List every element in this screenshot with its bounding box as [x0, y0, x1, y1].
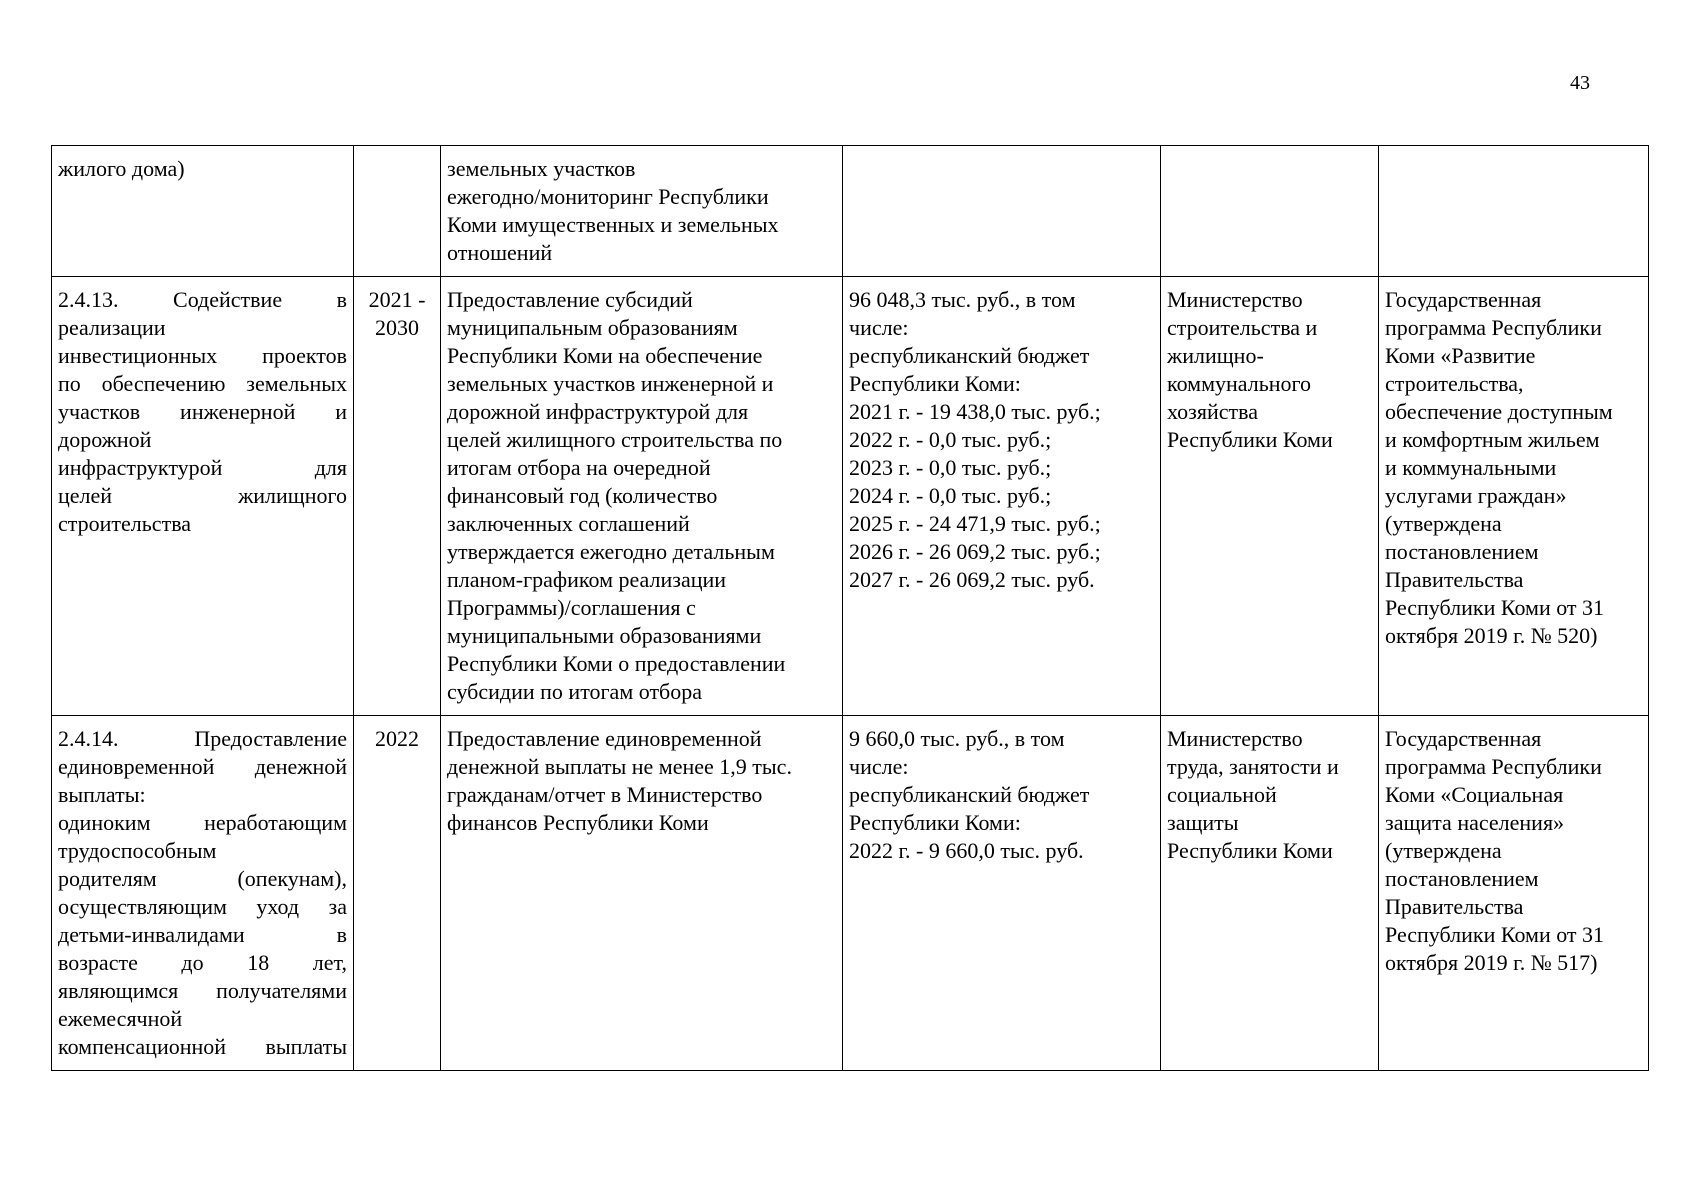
indicator-line: отношений [447, 240, 553, 265]
program-line: Государственная [1385, 287, 1542, 312]
funding-line: республиканский бюджет [849, 343, 1090, 368]
table-row-2-4-13 [52, 277, 1649, 716]
measure-line: осуществляющим уход за [58, 894, 347, 919]
executor-line: строительства и [1167, 315, 1318, 340]
program-cell [1379, 146, 1649, 277]
indicator-line: Республики Коми на обеспечение [447, 343, 763, 368]
indicator-line: финансов Республики Коми [447, 810, 709, 835]
executor-line: Министерство [1167, 287, 1303, 312]
program-line: Коми «Социальная [1385, 782, 1564, 807]
executor-line: труда, занятости и [1167, 754, 1339, 779]
funding-line: 2026 г. - 26 069,2 тыс. руб.; [849, 539, 1101, 564]
program-line: (утверждена [1385, 838, 1502, 863]
program-line: строительства, [1385, 371, 1524, 396]
funding-cell [843, 146, 1161, 277]
period-cell [354, 277, 441, 716]
program-line: программа Республики [1385, 754, 1602, 779]
executor-cell [1161, 716, 1379, 1071]
program-line: Республики Коми от 31 [1385, 595, 1605, 620]
funding-line: 2022 г. - 0,0 тыс. руб.; [849, 427, 1052, 452]
funding-line: Республики Коми: [849, 371, 1021, 396]
measure-line: выплаты: [58, 782, 146, 807]
funding-line: 2022 г. - 9 660,0 тыс. руб. [849, 838, 1084, 863]
measure-line: дорожной [58, 427, 152, 452]
funding-line: числе: [849, 315, 909, 340]
program-line: программа Республики [1385, 315, 1602, 340]
funding-cell [843, 716, 1161, 1071]
executor-line: Республики Коми [1167, 427, 1333, 452]
measure-line: компенсационной выплаты [58, 1034, 347, 1059]
program-line: обеспечение доступным [1385, 399, 1613, 424]
executor-line: социальной [1167, 782, 1277, 807]
indicator-line: земельных участков [447, 156, 636, 181]
program-line: (утверждена [1385, 511, 1502, 536]
period-line: 2022 [375, 726, 419, 751]
funding-line: 2025 г. - 24 471,9 тыс. руб.; [849, 511, 1101, 536]
indicator-line: субсидии по итогам отбора [447, 679, 703, 704]
program-line: Республики Коми от 31 [1385, 922, 1605, 947]
measure-cell [52, 277, 354, 716]
measure-line: по обеспечению земельных [58, 371, 347, 396]
table-row-continuation [52, 146, 1649, 277]
indicator-line: целей жилищного строительства по [447, 427, 783, 452]
measure-cell [52, 146, 354, 277]
indicator-line: Коми имущественных и земельных [447, 212, 779, 237]
program-line: постановлением [1385, 866, 1539, 891]
program-line: Правительства [1385, 894, 1524, 919]
executor-line: защиты [1167, 810, 1239, 835]
funding-line: 2024 г. - 0,0 тыс. руб.; [849, 483, 1052, 508]
executor-line: коммунального [1167, 371, 1311, 396]
indicator-line: гражданам/отчет в Министерство [447, 782, 763, 807]
indicator-line: земельных участков инженерной и [447, 371, 774, 396]
indicator-line: планом-графиком реализации [447, 567, 727, 592]
measure-line: родителям (опекунам), [58, 866, 347, 891]
measure-line: строительства [58, 511, 192, 536]
executor-line: жилищно- [1167, 343, 1264, 368]
measure-line: целей жилищного [58, 483, 347, 508]
funding-line: 9 660,0 тыс. руб., в том [849, 726, 1065, 751]
measures-table [51, 145, 1649, 1071]
period-cell [354, 146, 441, 277]
measure-line: 2.4.14. Предоставление [58, 726, 347, 751]
indicator-cell [441, 716, 843, 1071]
indicator-line: дорожной инфраструктурой для [447, 399, 749, 424]
indicator-line: Программы)/соглашения с [447, 595, 696, 620]
measure-line: 2.4.13. Содействие в [58, 287, 347, 312]
measure-line: инфраструктурой для [58, 455, 347, 480]
indicator-line: утверждается ежегодно детальным [447, 539, 775, 564]
program-line: октября 2019 г. № 520) [1385, 623, 1598, 648]
measure-cell [52, 716, 354, 1071]
program-line: Государственная [1385, 726, 1542, 751]
indicator-line: муниципальным образованиям [447, 315, 738, 340]
program-cell [1379, 277, 1649, 716]
indicator-line: муниципальными образованиями [447, 623, 762, 648]
indicator-line: Республики Коми о предоставлении [447, 651, 786, 676]
funding-line: Республики Коми: [849, 810, 1021, 835]
indicator-line: заключенных соглашений [447, 511, 690, 536]
table-row-2-4-14 [52, 716, 1649, 1071]
funding-line: республиканский бюджет [849, 782, 1090, 807]
funding-line: числе: [849, 754, 909, 779]
measure-line: ежемесячной [58, 1006, 183, 1031]
executor-line: Республики Коми [1167, 838, 1333, 863]
program-line: защита населения» [1385, 810, 1565, 835]
page-number: 43 [1570, 72, 1590, 94]
indicator-line: денежной выплаты не менее 1,9 тыс. [447, 754, 792, 779]
program-line: и коммунальными [1385, 455, 1557, 480]
program-line: Коми «Развитие [1385, 343, 1536, 368]
measure-line: реализации [58, 315, 166, 340]
measure-line: трудоспособным [58, 838, 217, 863]
period-line: 2030 [375, 315, 419, 340]
measure-line: являющимся получателями [58, 978, 347, 1003]
funding-line: 2027 г. - 26 069,2 тыс. руб. [849, 567, 1095, 592]
executor-line: Министерство [1167, 726, 1303, 751]
funding-line: 96 048,3 тыс. руб., в том [849, 287, 1076, 312]
program-line: октября 2019 г. № 517) [1385, 950, 1598, 975]
indicator-line: финансовый год (количество [447, 483, 718, 508]
measure-line: участков инженерной и [58, 399, 347, 424]
measure-line: возрасте до 18 лет, [58, 950, 347, 975]
indicator-cell [441, 277, 843, 716]
executor-cell [1161, 146, 1379, 277]
program-line: постановлением [1385, 539, 1539, 564]
program-line: и комфортным жильем [1385, 427, 1600, 452]
indicator-line: ежегодно/мониторинг Республики [447, 184, 769, 209]
program-line: услугами граждан» [1385, 483, 1567, 508]
period-cell [354, 716, 441, 1071]
indicator-line: Предоставление субсидий [447, 287, 693, 312]
period-line: 2021 - [368, 287, 426, 312]
indicator-line: Предоставление единовременной [447, 726, 762, 751]
funding-line: 2023 г. - 0,0 тыс. руб.; [849, 455, 1052, 480]
program-line: Правительства [1385, 567, 1524, 592]
indicator-line: итогам отбора на очередной [447, 455, 711, 480]
funding-cell [843, 277, 1161, 716]
program-cell [1379, 716, 1649, 1071]
measure-line: детьми-инвалидами в [58, 922, 347, 947]
measure-line: единовременной денежной [58, 754, 347, 779]
funding-line: 2021 г. - 19 438,0 тыс. руб.; [849, 399, 1101, 424]
executor-cell [1161, 277, 1379, 716]
indicator-cell [441, 146, 843, 277]
measure-line: инвестиционных проектов [58, 343, 347, 368]
executor-line: хозяйства [1167, 399, 1258, 424]
measure-line: жилого дома) [58, 156, 185, 181]
measure-line: одиноким неработающим [58, 810, 347, 835]
